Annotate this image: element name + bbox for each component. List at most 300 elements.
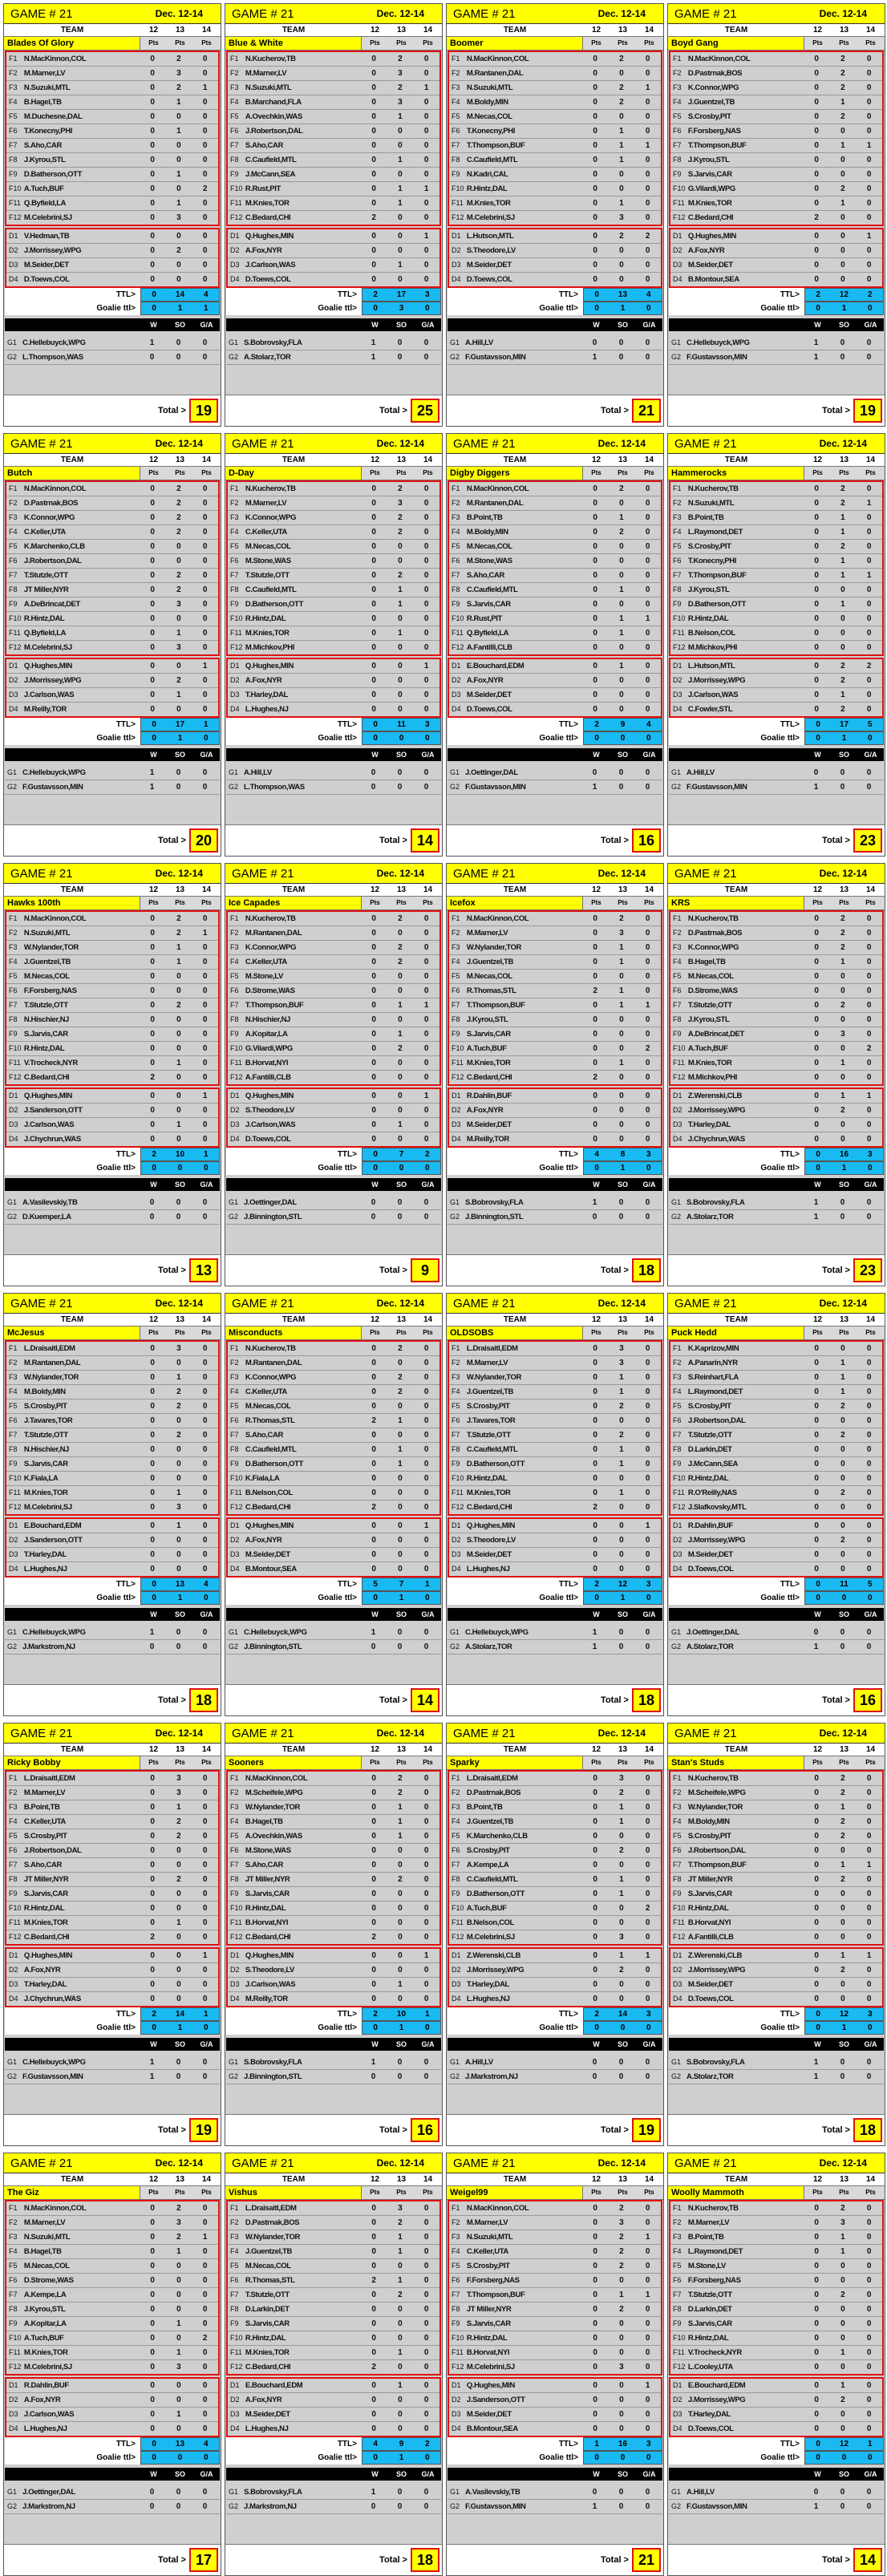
defense-row xyxy=(228,229,439,244)
player-slot: F7 xyxy=(9,2290,18,2299)
forward-row xyxy=(6,1342,218,1356)
stat-13: 2 xyxy=(619,1430,624,1440)
player-slot: D4 xyxy=(230,1565,240,1573)
card-header xyxy=(225,864,442,884)
totals-box xyxy=(804,1148,884,1161)
player-name: W.Nylander,TOR xyxy=(687,1803,743,1812)
stat-13: 0 xyxy=(840,782,845,792)
team-name-row xyxy=(225,1756,442,1770)
player-name: J.Morrissey,WPG xyxy=(23,676,82,685)
goalie-column-label: G/A xyxy=(642,2469,656,2478)
stat-12: 0 xyxy=(371,140,376,150)
grand-total-row xyxy=(447,1684,663,1715)
stat-13: 0 xyxy=(840,245,845,255)
stat-12: 2 xyxy=(150,1072,155,1082)
player-slot: F6 xyxy=(673,1416,682,1424)
stat-13: 0 xyxy=(176,1444,181,1454)
player-slot: D4 xyxy=(9,275,18,283)
stat-14: 1 xyxy=(423,1521,429,1530)
stat-12: 0 xyxy=(150,484,155,493)
stat-13: 0 xyxy=(176,155,181,164)
stat-13: 3 xyxy=(176,599,181,609)
stat-14: 0 xyxy=(866,1845,872,1855)
team-name-row xyxy=(668,1326,885,1340)
player-name: J.Kyrou,STL xyxy=(23,2305,66,2314)
player-slot: G1 xyxy=(7,1628,18,1636)
player-slot: D4 xyxy=(9,2424,18,2432)
player-name: S.Crosby,PIT xyxy=(687,1832,731,1841)
goalie-column-label: SO xyxy=(395,1610,407,1618)
defense-row xyxy=(6,1963,218,1978)
team-column-label: TEAM xyxy=(503,2174,527,2184)
totals-box xyxy=(140,1148,220,1161)
total-value: 1 xyxy=(425,1580,430,1589)
stat-14: 0 xyxy=(202,2362,208,2371)
team-scorecard xyxy=(225,863,443,1286)
stat-13: 0 xyxy=(398,2261,403,2270)
forward-row xyxy=(6,1056,218,1071)
stat-14: 0 xyxy=(645,1642,650,1651)
stat-14: 0 xyxy=(423,1358,429,1367)
stat-14: 0 xyxy=(645,1535,650,1545)
stat-14: 0 xyxy=(423,2232,429,2242)
goalie-row xyxy=(669,766,884,780)
defense-section xyxy=(226,1517,441,1578)
player-slot: D1 xyxy=(230,1951,240,1959)
forward-row xyxy=(228,2331,439,2346)
goalie-column-header xyxy=(669,1178,884,1191)
player-name: S.Aho,CAR xyxy=(245,1861,283,1869)
player-slot: G2 xyxy=(7,2502,18,2510)
goalie-row xyxy=(669,780,884,795)
stat-12: 0 xyxy=(150,1358,155,1367)
player-slot: F11 xyxy=(9,1918,21,1926)
stat-12: 0 xyxy=(593,2362,597,2371)
player-name: S.Crosby,PIT xyxy=(466,1402,510,1411)
player-slot: D3 xyxy=(230,1120,240,1128)
player-name: M.Marner,LV xyxy=(245,69,287,78)
stat-13: 0 xyxy=(619,1535,624,1545)
stat-12: 0 xyxy=(592,338,597,347)
forward-row xyxy=(670,2274,882,2288)
stat-13: 2 xyxy=(398,1387,403,1396)
stat-12: 0 xyxy=(371,1015,376,1024)
defense-row xyxy=(670,659,882,674)
day-column-label: 13 xyxy=(396,25,407,34)
player-slot: F7 xyxy=(230,2290,239,2299)
stat-12: 0 xyxy=(814,1788,819,1797)
player-slot: D3 xyxy=(9,2410,18,2418)
total-value: 2 xyxy=(594,1580,599,1589)
player-name: M.Celebrini,SJ xyxy=(23,1503,72,1512)
stat-13: 2 xyxy=(176,928,181,938)
player-slot: D4 xyxy=(452,2424,461,2432)
goalie-total-value: 0 xyxy=(152,1594,156,1602)
total-value: 3 xyxy=(646,2010,651,2019)
stat-13: 2 xyxy=(619,484,624,493)
forward-row xyxy=(6,2317,218,2331)
stat-12: 0 xyxy=(371,2333,376,2343)
team-name: Blue & White xyxy=(225,37,362,50)
stat-13: 2 xyxy=(840,2290,845,2299)
stat-14: 0 xyxy=(202,484,208,493)
stat-12: 0 xyxy=(150,1105,155,1115)
defense-row xyxy=(449,1978,661,1992)
player-slot: F2 xyxy=(230,929,239,937)
stat-14: 0 xyxy=(423,1642,429,1651)
stat-12: 2 xyxy=(593,1072,597,1082)
goalie-row xyxy=(448,2485,662,2500)
forward-row xyxy=(449,2274,661,2288)
player-name: A.Vasilevskiy,TB xyxy=(465,2488,520,2497)
stat-13: 0 xyxy=(840,614,845,623)
card-header xyxy=(447,1723,663,1744)
player-slot: F5 xyxy=(452,972,460,980)
player-slot: G2 xyxy=(7,1642,18,1651)
stat-13: 0 xyxy=(176,274,181,284)
stat-12: 1 xyxy=(813,338,819,347)
stat-12: 0 xyxy=(150,1000,155,1010)
stat-12: 0 xyxy=(371,556,376,565)
stat-14: 0 xyxy=(202,97,208,107)
player-name: T.Konecny,PHI xyxy=(687,557,736,565)
forward-row xyxy=(449,525,661,540)
goalie-row xyxy=(5,1210,220,1225)
stat-13: 0 xyxy=(619,2409,624,2419)
team-name-row xyxy=(447,1326,663,1340)
defense-section xyxy=(5,1088,220,1148)
stat-12: 0 xyxy=(150,1416,155,1425)
player-slot: F10 xyxy=(9,1904,22,1912)
team-column-label: TEAM xyxy=(60,885,84,894)
player-slot: F5 xyxy=(9,972,18,980)
player-name: A.Tuch,BUF xyxy=(466,1904,507,1913)
stat-12: 0 xyxy=(150,2362,155,2371)
stat-13: 1 xyxy=(176,2246,181,2256)
stat-14: 0 xyxy=(866,1773,872,1783)
goalie-column-label: W xyxy=(593,1180,600,1189)
player-slot: F10 xyxy=(452,614,464,622)
stat-14: 0 xyxy=(423,1343,429,1353)
stat-12: 0 xyxy=(150,2424,155,2433)
player-slot: D1 xyxy=(230,2381,240,2389)
stat-13: 1 xyxy=(176,957,181,966)
player-name: Z.Werenski,CLB xyxy=(687,1951,742,1960)
forward-row xyxy=(6,2201,218,2216)
goalie-total-value: 1 xyxy=(177,2023,183,2032)
stat-14: 0 xyxy=(202,1817,208,1826)
pts-label: Pts xyxy=(175,899,185,906)
player-slot: D3 xyxy=(9,1980,18,1988)
grand-total-label: Total > xyxy=(158,1695,186,1705)
player-name: S.Reinhart,FLA xyxy=(687,1373,739,1382)
stat-13: 2 xyxy=(398,1372,403,1382)
team-name: Butch xyxy=(4,467,140,480)
stat-13: 0 xyxy=(840,1903,845,1913)
stat-13: 0 xyxy=(176,1358,181,1367)
stat-12: 1 xyxy=(592,1197,597,1207)
player-name: S.Bobrovsky,FLA xyxy=(465,1198,524,1207)
team-scorecard xyxy=(446,3,664,427)
player-name: L.Hutson,MTL xyxy=(687,662,735,670)
stat-13: 1 xyxy=(619,614,624,623)
stat-13: 0 xyxy=(618,1212,624,1221)
player-slot: F4 xyxy=(452,2247,460,2255)
player-name: F.Gustavsson,MIN xyxy=(465,353,526,362)
stat-13: 2 xyxy=(840,541,845,551)
forwards-section xyxy=(669,1340,884,1516)
stat-12: 0 xyxy=(592,2072,597,2081)
defense-row xyxy=(228,1132,439,1146)
player-name: D.Batherson,OTT xyxy=(466,1889,525,1898)
goalie-total-value: 1 xyxy=(620,1164,626,1173)
stat-14: 0 xyxy=(645,556,650,565)
goalie-total-value: 1 xyxy=(841,2023,847,2032)
stat-13: 3 xyxy=(840,1029,845,1039)
stat-12: 0 xyxy=(814,1343,819,1353)
player-name: M.Scheifele,WPG xyxy=(245,1788,303,1797)
stat-14: 0 xyxy=(202,1903,208,1913)
player-name: C.Caufield,MTL xyxy=(466,156,518,164)
stat-13: 0 xyxy=(840,169,845,179)
pts-label: Pts xyxy=(865,1759,876,1766)
forward-row xyxy=(228,2245,439,2259)
pts-label: Pts xyxy=(396,899,407,906)
player-slot: D2 xyxy=(9,1966,18,1974)
player-name: J.Chychrun,WAS xyxy=(23,1135,81,1144)
player-name: J.Sanderson,OTT xyxy=(23,1106,83,1115)
player-slot: F10 xyxy=(230,1904,243,1912)
stat-14: 0 xyxy=(866,675,872,685)
player-name: T.Stutzle,OTT xyxy=(245,2290,290,2299)
player-name: C.Bedard,CHI xyxy=(245,1503,291,1512)
defense-section xyxy=(448,1517,662,1578)
total-value: 13 xyxy=(175,1580,185,1589)
pts-label: Pts xyxy=(175,469,185,476)
goalie-total-value: 0 xyxy=(646,1594,651,1602)
stat-13: 0 xyxy=(397,1197,403,1207)
forward-row xyxy=(228,1356,439,1371)
player-slot: F1 xyxy=(452,1774,460,1782)
forward-row xyxy=(449,1486,661,1501)
goalie-total-value: 0 xyxy=(152,734,156,743)
player-slot: F2 xyxy=(9,1359,18,1367)
player-slot: F9 xyxy=(230,1889,239,1898)
total-value: 2 xyxy=(425,1150,430,1159)
goalies-section xyxy=(5,336,220,365)
player-slot: F5 xyxy=(230,112,239,120)
column-header-row xyxy=(4,454,221,467)
team-scorecard xyxy=(225,1723,443,2146)
player-slot: F3 xyxy=(230,1803,239,1811)
stat-12: 2 xyxy=(150,1932,155,1942)
goalie-totals-row xyxy=(448,1591,662,1605)
defense-row xyxy=(449,258,661,273)
stat-14: 0 xyxy=(423,1627,429,1637)
stat-14: 0 xyxy=(202,2487,208,2497)
stat-13: 3 xyxy=(619,928,624,938)
stat-12: 0 xyxy=(593,1950,597,1960)
stat-13: 1 xyxy=(176,198,181,208)
goalie-totals-label: Goalie ttl> xyxy=(539,2452,578,2462)
forward-row xyxy=(6,1873,218,1887)
stat-14: 0 xyxy=(645,484,650,493)
player-slot: F3 xyxy=(9,513,18,521)
player-slot: D4 xyxy=(452,275,461,283)
stat-14: 0 xyxy=(202,2395,208,2404)
goalie-total-value: 0 xyxy=(373,734,378,743)
stat-13: 0 xyxy=(840,1072,845,1082)
forwards-section xyxy=(226,910,441,1086)
forward-row xyxy=(449,2259,661,2274)
stat-14: 0 xyxy=(423,1043,429,1053)
card-header xyxy=(447,434,663,454)
defense-row xyxy=(6,659,218,674)
stat-14: 0 xyxy=(423,1430,429,1440)
stat-13: 0 xyxy=(176,1105,181,1115)
player-slot: D3 xyxy=(230,261,240,269)
stat-14: 0 xyxy=(866,245,872,255)
stat-13: 1 xyxy=(619,1000,624,1010)
stat-13: 2 xyxy=(398,54,403,63)
stat-14: 0 xyxy=(645,213,650,222)
total-value: 2 xyxy=(816,290,820,299)
stat-12: 0 xyxy=(814,599,819,609)
goalie-total-value: 1 xyxy=(841,304,847,313)
forward-row xyxy=(449,124,661,139)
goalie-column-label: SO xyxy=(174,2039,185,2048)
stat-12: 0 xyxy=(593,570,597,580)
stat-13: 3 xyxy=(398,498,403,508)
total-value: 4 xyxy=(204,1580,209,1589)
forward-row xyxy=(449,95,661,110)
defense-row xyxy=(449,1548,661,1562)
goalie-column-label: W xyxy=(371,2469,379,2478)
totals-label: TTL> xyxy=(558,1579,578,1589)
goalie-row xyxy=(226,336,441,350)
stat-14: 0 xyxy=(423,1105,429,1115)
defense-row xyxy=(449,2379,661,2393)
player-name: M.Knies,TOR xyxy=(23,1488,68,1497)
goalie-totals-box xyxy=(140,731,220,745)
stat-14: 1 xyxy=(645,1521,650,1530)
forward-row xyxy=(670,153,882,168)
forward-row xyxy=(449,1013,661,1027)
total-value: 1 xyxy=(204,720,209,729)
forward-row xyxy=(670,1829,882,1844)
goalie-column-label: W xyxy=(371,320,379,329)
stat-14: 0 xyxy=(423,512,429,522)
goalie-column-label: SO xyxy=(174,1610,185,1618)
stat-14: 0 xyxy=(866,68,872,78)
player-name: M.Knies,TOR xyxy=(687,199,732,208)
stat-12: 0 xyxy=(814,1860,819,1869)
forward-row xyxy=(228,2317,439,2331)
player-slot: F5 xyxy=(673,1402,682,1410)
stat-12: 0 xyxy=(814,1416,819,1425)
stat-13: 1 xyxy=(840,690,845,699)
stat-13: 3 xyxy=(619,2218,624,2227)
stat-14: 0 xyxy=(645,2304,650,2314)
goalie-total-value: 0 xyxy=(868,1594,873,1602)
goalie-column-label: G/A xyxy=(421,750,435,759)
stat-13: 0 xyxy=(618,782,624,792)
player-slot: F4 xyxy=(452,528,460,536)
player-name: L.Draisaitl,EDM xyxy=(466,1774,518,1783)
player-name: J.McCann,SEA xyxy=(687,1460,739,1468)
team-name: Sparky xyxy=(447,1756,583,1769)
stat-12: 0 xyxy=(814,1817,819,1826)
stat-13: 2 xyxy=(176,675,181,685)
team-totals-row xyxy=(226,2007,441,2021)
day-column-label: 12 xyxy=(370,2174,380,2184)
stat-13: 2 xyxy=(398,1788,403,1797)
player-name: B.Hagel,TB xyxy=(687,958,726,966)
stat-13: 2 xyxy=(619,2304,624,2314)
player-slot: G1 xyxy=(671,338,682,346)
stat-12: 0 xyxy=(814,2409,819,2419)
goalie-column-header xyxy=(5,1178,220,1191)
player-slot: F7 xyxy=(673,2290,682,2299)
pts-label: Pts xyxy=(618,899,628,906)
forward-row xyxy=(449,196,661,211)
pts-label: Pts xyxy=(148,39,159,47)
defense-section xyxy=(448,2377,662,2437)
forward-row xyxy=(228,1902,439,1916)
stat-14: 0 xyxy=(423,1502,429,1512)
player-name: A.Hill,LV xyxy=(244,768,272,777)
player-name: J.Guentzel,TB xyxy=(466,958,514,966)
stat-12: 0 xyxy=(814,1994,819,2003)
goalie-column-label: W xyxy=(593,320,600,329)
player-slot: D3 xyxy=(9,1550,18,1558)
player-name: N.Kadri,CAL xyxy=(466,170,508,179)
stat-14: 1 xyxy=(423,1091,429,1100)
stat-14: 0 xyxy=(645,1932,650,1942)
player-slot: F12 xyxy=(452,643,464,651)
forward-row xyxy=(449,67,661,81)
goalie-totals-label: Goalie ttl> xyxy=(96,2023,136,2032)
stat-12: 0 xyxy=(150,675,155,685)
player-slot: F8 xyxy=(230,1875,239,1883)
stat-12: 0 xyxy=(371,498,376,508)
player-name: C.Caufield,MTL xyxy=(466,585,518,594)
day-column-label: 14 xyxy=(865,2174,876,2184)
stat-14: 0 xyxy=(202,675,208,685)
player-slot: F6 xyxy=(9,557,18,565)
stat-13: 3 xyxy=(619,213,624,222)
goalie-column-header xyxy=(226,2468,441,2481)
player-name: JT Miller,NYR xyxy=(23,1875,69,1884)
goalies-section xyxy=(5,766,220,795)
player-slot: F3 xyxy=(230,1373,239,1381)
forward-row xyxy=(449,211,661,225)
player-slot: G2 xyxy=(671,1213,682,1221)
stat-12: 0 xyxy=(371,913,376,923)
game-date: Dec. 12-14 xyxy=(597,438,646,449)
player-slot: D1 xyxy=(452,1521,461,1529)
player-name: A.Panarin,NYR xyxy=(687,1359,738,1367)
player-slot: D3 xyxy=(9,1120,18,1128)
player-slot: F6 xyxy=(230,1416,239,1424)
player-slot: D2 xyxy=(230,1536,240,1544)
player-slot: F4 xyxy=(9,528,18,536)
pts-label: Pts xyxy=(839,39,849,47)
forward-row xyxy=(449,955,661,970)
stat-12: 0 xyxy=(593,2333,597,2343)
forward-row xyxy=(449,511,661,525)
player-slot: D3 xyxy=(452,1120,461,1128)
